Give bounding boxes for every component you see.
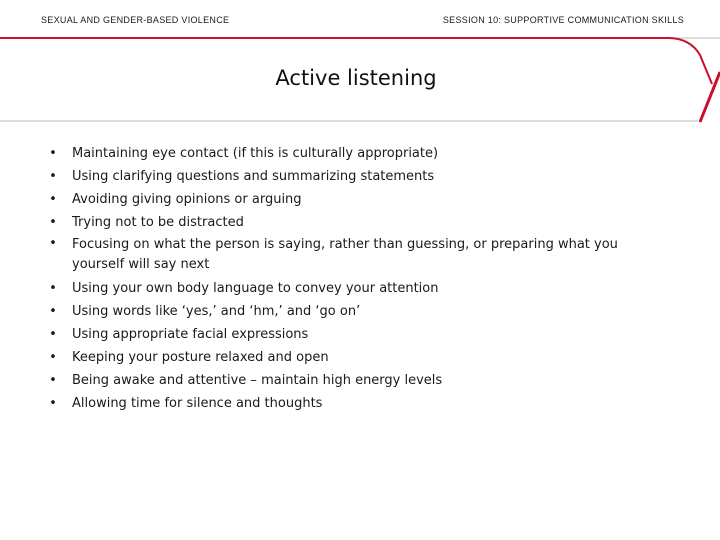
list-item-text: Using appropriate facial expressions [72,327,309,342]
list-item-text: Keeping your posture relaxed and open [72,350,329,365]
list-item-text: Being awake and attentive – maintain high energy levels [72,373,443,388]
bullet-icon: • [49,236,57,251]
bullet-icon: • [49,215,57,230]
list-item-text: Focusing on what the person is saying, rather than guessing, or preparing what you yourself will say next [72,237,618,272]
list-item [48,165,668,188]
list-item-text: Using clarifying questions and summarizing statements [72,169,435,184]
list-item [48,277,668,300]
list-item [48,392,668,415]
header-course-title: SEXUAL AND GENDER-BASED VIOLENCE [41,15,230,25]
slide-title: Active listening [275,66,437,90]
list-item [48,188,668,211]
list-item [48,369,668,392]
list-item-text: Using your own body language to convey your attention [72,281,439,296]
list-item-text: Avoiding giving opinions or arguing [72,192,302,207]
bullet-icon: • [49,350,57,365]
bullet-icon: • [49,396,57,411]
header-session-title: SESSION 10: SUPPORTIVE COMMUNICATION SKILLS [442,15,684,25]
bullet-icon: • [49,169,57,184]
bullet-icon: • [49,327,57,342]
list-item-text: Trying not to be distracted [72,215,244,230]
list-item [48,142,668,165]
list-item [48,346,668,369]
bullet-icon: • [49,146,57,161]
bullet-list [48,142,668,415]
bullet-icon: • [49,192,57,207]
bullet-icon: • [49,281,57,296]
bullet-icon: • [49,373,57,388]
list-item [48,300,668,323]
list-item-text: Allowing time for silence and thoughts [72,396,323,411]
list-item-text: Using words like ‘yes,’ and ‘hm,’ and ‘go on’ [72,304,361,319]
list-item [48,323,668,346]
bullet-icon: • [49,304,57,319]
list-item-text: Maintaining eye contact (if this is culturally appropriate) [72,146,439,161]
list-item [48,211,668,234]
list-item [48,234,668,277]
